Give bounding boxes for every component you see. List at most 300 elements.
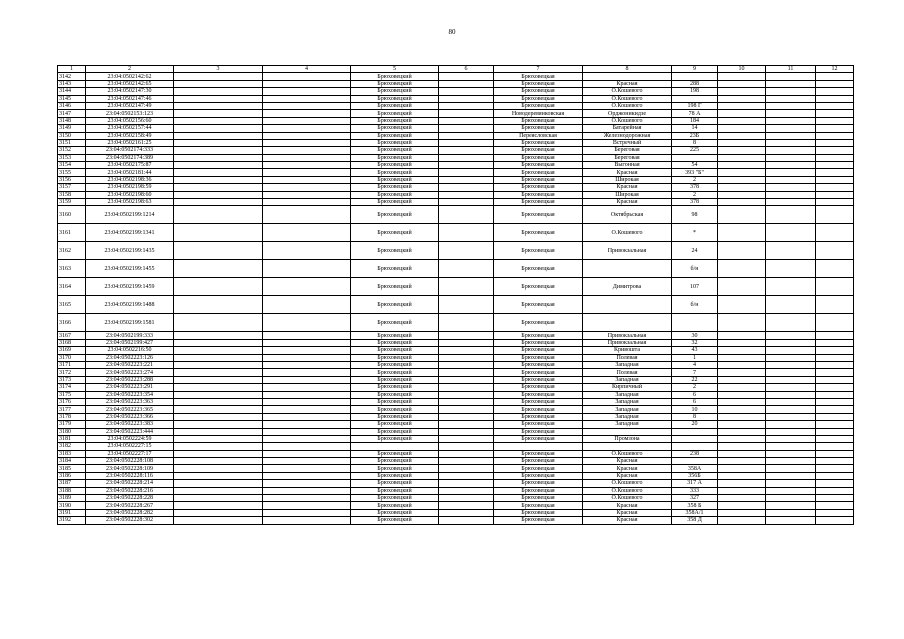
cell-col6 (439, 125, 494, 132)
cell-col10 (718, 199, 766, 206)
table-row (58, 435, 854, 442)
street-cell: Привокзальная (583, 339, 672, 346)
cell-col4 (263, 199, 351, 206)
settlement-cell: Брюховецкая (494, 314, 583, 332)
cell-col3 (174, 391, 263, 398)
district-cell: Брюховецкий (351, 384, 439, 391)
settlement-cell: Брюховецкая (494, 73, 583, 80)
cell-col4 (263, 465, 351, 472)
street-cell: О.Кошевого (583, 102, 672, 109)
street-cell: Красная (583, 502, 672, 509)
street-cell: Западная (583, 413, 672, 420)
cell-col10 (718, 80, 766, 87)
cell-col12 (816, 487, 854, 494)
cell-col12 (816, 391, 854, 398)
row-number: 3167 (58, 332, 86, 339)
cell-col11 (766, 296, 816, 314)
cell-col6 (439, 73, 494, 80)
table-row (58, 443, 854, 450)
cell-col6 (439, 332, 494, 339)
cadastral-number: 23:04:0502175:87 (86, 162, 174, 169)
district-cell: Брюховецкий (351, 191, 439, 198)
cell-col4 (263, 139, 351, 146)
cell-col6 (439, 480, 494, 487)
cell-col3 (174, 480, 263, 487)
cell-col6 (439, 398, 494, 405)
cadastral-number: 23:04:0502228:214 (86, 480, 174, 487)
cell-col12 (816, 354, 854, 361)
settlement-cell: Брюховецкая (494, 88, 583, 95)
table-row (58, 139, 854, 146)
cadastral-number: 23:04:0502199:1581 (86, 314, 174, 332)
settlement-cell: Брюховецкая (494, 502, 583, 509)
settlement-cell: Брюховецкая (494, 450, 583, 457)
table-row (58, 95, 854, 102)
house-number-cell (672, 443, 718, 450)
cell-col10 (718, 110, 766, 117)
row-number: 3164 (58, 278, 86, 296)
cell-col11 (766, 95, 816, 102)
house-number-cell: 198 Г (672, 102, 718, 109)
cadastral-number: 23:04:0502228:228 (86, 495, 174, 502)
cell-col12 (816, 421, 854, 428)
house-number-cell: 107 (672, 278, 718, 296)
cell-col11 (766, 332, 816, 339)
table-row (58, 296, 854, 314)
district-cell: Брюховецкий (351, 117, 439, 124)
district-cell: Брюховецкий (351, 184, 439, 191)
cell-col4 (263, 391, 351, 398)
street-cell: Береговая (583, 154, 672, 161)
street-cell: Полевая (583, 354, 672, 361)
street-cell: Железнодорожная (583, 132, 672, 139)
cell-col12 (816, 495, 854, 502)
cell-col3 (174, 110, 263, 117)
table-row (58, 184, 854, 191)
cell-col4 (263, 102, 351, 109)
cell-col4 (263, 398, 351, 405)
cadastral-number: 23:04:0502199:1455 (86, 260, 174, 278)
table-row (58, 147, 854, 154)
cell-col3 (174, 361, 263, 368)
cell-col6 (439, 458, 494, 465)
cell-col6 (439, 517, 494, 524)
cell-col11 (766, 110, 816, 117)
cell-col4 (263, 132, 351, 139)
cell-col4 (263, 339, 351, 346)
cell-col10 (718, 191, 766, 198)
district-cell: Брюховецкий (351, 314, 439, 332)
house-number-cell: 378 (672, 199, 718, 206)
settlement-cell: Брюховецкая (494, 465, 583, 472)
street-cell: Кирпичный (583, 384, 672, 391)
cell-col4 (263, 206, 351, 224)
cadastral-number: 23:04:0502198:63 (86, 199, 174, 206)
house-number-cell: 184 (672, 117, 718, 124)
cell-col4 (263, 88, 351, 95)
row-number: 3192 (58, 517, 86, 524)
district-cell: Брюховецкий (351, 509, 439, 516)
cadastral-number: 23:04:0502223:444 (86, 428, 174, 435)
table-row (58, 458, 854, 465)
cell-col11 (766, 347, 816, 354)
column-header: 3 (174, 66, 263, 73)
table-row (58, 398, 854, 405)
cell-col11 (766, 391, 816, 398)
cell-col3 (174, 224, 263, 242)
cell-col10 (718, 260, 766, 278)
cell-col4 (263, 110, 351, 117)
cell-col10 (718, 224, 766, 242)
cell-col3 (174, 465, 263, 472)
cell-col4 (263, 428, 351, 435)
cell-col12 (816, 260, 854, 278)
cell-col10 (718, 296, 766, 314)
column-header: 11 (766, 66, 816, 73)
table-row (58, 260, 854, 278)
street-cell: Красная (583, 458, 672, 465)
cell-col6 (439, 110, 494, 117)
settlement-cell: Брюховецкая (494, 339, 583, 346)
settlement-cell: Брюховецкая (494, 80, 583, 87)
settlement-cell: Брюховецкая (494, 278, 583, 296)
cell-col4 (263, 406, 351, 413)
settlement-cell: Брюховецкая (494, 154, 583, 161)
cadastral-number: 23:04:0502157:44 (86, 125, 174, 132)
cell-col12 (816, 361, 854, 368)
row-number: 3183 (58, 450, 86, 457)
cell-col3 (174, 421, 263, 428)
district-cell: Брюховецкий (351, 406, 439, 413)
cell-col11 (766, 361, 816, 368)
street-cell: О.Кошевого (583, 224, 672, 242)
house-number-cell (672, 435, 718, 442)
district-cell: Брюховецкий (351, 391, 439, 398)
row-number: 3175 (58, 391, 86, 398)
settlement-cell: Брюховецкая (494, 413, 583, 420)
cell-col11 (766, 509, 816, 516)
cadastral-number: 23:04:0502199:427 (86, 339, 174, 346)
cell-col10 (718, 102, 766, 109)
table-row (58, 502, 854, 509)
cell-col10 (718, 154, 766, 161)
cadastral-number: 23:04:0502161:25 (86, 139, 174, 146)
row-number: 3165 (58, 296, 86, 314)
cell-col11 (766, 147, 816, 154)
cell-col6 (439, 443, 494, 450)
table-row (58, 278, 854, 296)
cell-col12 (816, 139, 854, 146)
cell-col11 (766, 465, 816, 472)
cell-col4 (263, 347, 351, 354)
house-number-cell: 98 (672, 206, 718, 224)
cell-col3 (174, 278, 263, 296)
table-row (58, 428, 854, 435)
cell-col6 (439, 224, 494, 242)
cell-col4 (263, 162, 351, 169)
cell-col4 (263, 154, 351, 161)
row-number: 3154 (58, 162, 86, 169)
settlement-cell: Брюховецкая (494, 162, 583, 169)
cell-col12 (816, 147, 854, 154)
street-cell: Кривошта (583, 347, 672, 354)
cell-col6 (439, 154, 494, 161)
settlement-cell: Брюховецкая (494, 102, 583, 109)
settlement-cell: Переясловская (494, 132, 583, 139)
column-header: 7 (494, 66, 583, 73)
cadastral-number: 23:04:0502198:60 (86, 191, 174, 198)
cell-col6 (439, 361, 494, 368)
cell-col4 (263, 495, 351, 502)
cell-col4 (263, 435, 351, 442)
row-number: 3147 (58, 110, 86, 117)
registry-table (57, 65, 854, 525)
cell-col4 (263, 242, 351, 260)
street-cell: Западная (583, 398, 672, 405)
settlement-cell: Брюховецкая (494, 354, 583, 361)
street-cell: Красная (583, 80, 672, 87)
cadastral-number: 23:04:0502228:216 (86, 487, 174, 494)
cadastral-number: 23:04:0502199:1214 (86, 206, 174, 224)
cell-col10 (718, 450, 766, 457)
row-number: 3176 (58, 398, 86, 405)
cell-col11 (766, 260, 816, 278)
cell-col4 (263, 384, 351, 391)
street-cell: Широкая (583, 191, 672, 198)
cadastral-number: 23:04:0502216:50 (86, 347, 174, 354)
cell-col11 (766, 517, 816, 524)
cadastral-number: 23:04:0502228:109 (86, 465, 174, 472)
cell-col10 (718, 314, 766, 332)
district-cell: Брюховецкий (351, 132, 439, 139)
cell-col12 (816, 347, 854, 354)
house-number-cell: 2 (672, 176, 718, 183)
cell-col10 (718, 495, 766, 502)
table-row (58, 421, 854, 428)
house-number-cell: 393 "Б" (672, 169, 718, 176)
cell-col3 (174, 95, 263, 102)
settlement-cell: Брюховецкая (494, 487, 583, 494)
cell-col4 (263, 73, 351, 80)
house-number-cell: * (672, 224, 718, 242)
street-cell: Красная (583, 465, 672, 472)
cadastral-number: 23:04:0502142:62 (86, 73, 174, 80)
district-cell: Брюховецкий (351, 421, 439, 428)
cell-col3 (174, 260, 263, 278)
cell-col6 (439, 102, 494, 109)
cell-col6 (439, 384, 494, 391)
district-cell: Брюховецкий (351, 147, 439, 154)
cadastral-number: 23:04:0502198:36 (86, 176, 174, 183)
cell-col4 (263, 117, 351, 124)
table-row (58, 517, 854, 524)
cell-col3 (174, 450, 263, 457)
cell-col4 (263, 296, 351, 314)
cell-col12 (816, 88, 854, 95)
cell-col3 (174, 398, 263, 405)
street-cell (583, 296, 672, 314)
cell-col11 (766, 199, 816, 206)
settlement-cell: Брюховецкая (494, 199, 583, 206)
table-row (58, 332, 854, 339)
house-number-cell: 327 (672, 495, 718, 502)
cell-col12 (816, 465, 854, 472)
cell-col4 (263, 332, 351, 339)
cell-col10 (718, 139, 766, 146)
house-number-cell: б/н (672, 296, 718, 314)
settlement-cell: Брюховецкая (494, 398, 583, 405)
house-number-cell: 32 (672, 339, 718, 346)
house-number-cell: б/н (672, 260, 718, 278)
table-row (58, 487, 854, 494)
cell-col6 (439, 260, 494, 278)
table-row (58, 369, 854, 376)
cell-col3 (174, 428, 263, 435)
cadastral-number: 23:04:0502181:44 (86, 169, 174, 176)
row-number: 3185 (58, 465, 86, 472)
street-cell: Западная (583, 391, 672, 398)
cell-col12 (816, 384, 854, 391)
district-cell: Брюховецкий (351, 495, 439, 502)
row-number: 3178 (58, 413, 86, 420)
cadastral-number: 23:04:0502224:59 (86, 435, 174, 442)
house-number-cell: 317 А (672, 480, 718, 487)
cell-col10 (718, 347, 766, 354)
row-number: 3171 (58, 361, 86, 368)
cell-col10 (718, 354, 766, 361)
cell-col11 (766, 206, 816, 224)
cell-col11 (766, 224, 816, 242)
cadastral-number: 23:04:0502227:15 (86, 443, 174, 450)
cell-col4 (263, 314, 351, 332)
column-header: 6 (439, 66, 494, 73)
cell-col6 (439, 132, 494, 139)
house-number-cell: 2 (672, 384, 718, 391)
table-row (58, 102, 854, 109)
house-number-cell: 23Б (672, 132, 718, 139)
table-row (58, 117, 854, 124)
table-row (58, 339, 854, 346)
district-cell: Брюховецкий (351, 435, 439, 442)
cell-col12 (816, 406, 854, 413)
cell-col11 (766, 80, 816, 87)
house-number-cell: 2 (672, 191, 718, 198)
cell-col6 (439, 369, 494, 376)
cell-col12 (816, 509, 854, 516)
settlement-cell (494, 443, 583, 450)
cell-col3 (174, 354, 263, 361)
table-row (58, 376, 854, 383)
cell-col11 (766, 242, 816, 260)
district-cell: Брюховецкий (351, 206, 439, 224)
house-number-cell: 24 (672, 242, 718, 260)
cell-col10 (718, 125, 766, 132)
cell-col12 (816, 102, 854, 109)
cell-col11 (766, 487, 816, 494)
street-cell: О.Кошевого (583, 495, 672, 502)
cell-col3 (174, 88, 263, 95)
column-header: 4 (263, 66, 351, 73)
cell-col3 (174, 147, 263, 154)
cell-col12 (816, 117, 854, 124)
row-number: 3173 (58, 376, 86, 383)
cell-col3 (174, 132, 263, 139)
settlement-cell: Брюховецкая (494, 384, 583, 391)
cell-col3 (174, 169, 263, 176)
cadastral-number: 23:04:0502199:1341 (86, 224, 174, 242)
cell-col6 (439, 509, 494, 516)
district-cell: Брюховецкий (351, 110, 439, 117)
row-number: 3146 (58, 102, 86, 109)
table-row (58, 191, 854, 198)
cell-col4 (263, 361, 351, 368)
house-number-cell: 7 (672, 369, 718, 376)
cadastral-number: 23:04:0502198:59 (86, 184, 174, 191)
street-cell: Береговая (583, 147, 672, 154)
table-row (58, 472, 854, 479)
cell-col12 (816, 450, 854, 457)
cell-col12 (816, 369, 854, 376)
settlement-cell: Брюховецкая (494, 332, 583, 339)
cell-col11 (766, 139, 816, 146)
cell-col11 (766, 443, 816, 450)
cell-col10 (718, 509, 766, 516)
cell-col10 (718, 339, 766, 346)
district-cell: Брюховецкий (351, 398, 439, 405)
table-row (58, 206, 854, 224)
row-number: 3160 (58, 206, 86, 224)
cell-col11 (766, 376, 816, 383)
cell-col6 (439, 391, 494, 398)
cell-col10 (718, 206, 766, 224)
cell-col10 (718, 95, 766, 102)
house-number-cell (672, 95, 718, 102)
cell-col3 (174, 443, 263, 450)
street-cell: Орджоникидзе (583, 110, 672, 117)
table-row (58, 80, 854, 87)
cell-col11 (766, 421, 816, 428)
cell-col11 (766, 384, 816, 391)
table-row (58, 176, 854, 183)
table-row (58, 391, 854, 398)
street-cell: Красная (583, 199, 672, 206)
row-number: 3179 (58, 421, 86, 428)
street-cell: Встречный (583, 139, 672, 146)
cadastral-number: 23:04:0502156:60 (86, 117, 174, 124)
cell-col10 (718, 184, 766, 191)
row-number: 3186 (58, 472, 86, 479)
cell-col6 (439, 169, 494, 176)
district-cell: Брюховецкий (351, 176, 439, 183)
row-number: 3145 (58, 95, 86, 102)
cell-col12 (816, 80, 854, 87)
cell-col3 (174, 502, 263, 509)
house-number-cell: 8 (672, 139, 718, 146)
row-number: 3151 (58, 139, 86, 146)
cell-col6 (439, 465, 494, 472)
cell-col6 (439, 406, 494, 413)
cell-col11 (766, 169, 816, 176)
cell-col6 (439, 184, 494, 191)
row-number: 3184 (58, 458, 86, 465)
row-number: 3170 (58, 354, 86, 361)
district-cell: Брюховецкий (351, 361, 439, 368)
table-row (58, 154, 854, 161)
cell-col3 (174, 509, 263, 516)
cell-col12 (816, 184, 854, 191)
settlement-cell: Брюховецкая (494, 347, 583, 354)
cell-col4 (263, 450, 351, 457)
